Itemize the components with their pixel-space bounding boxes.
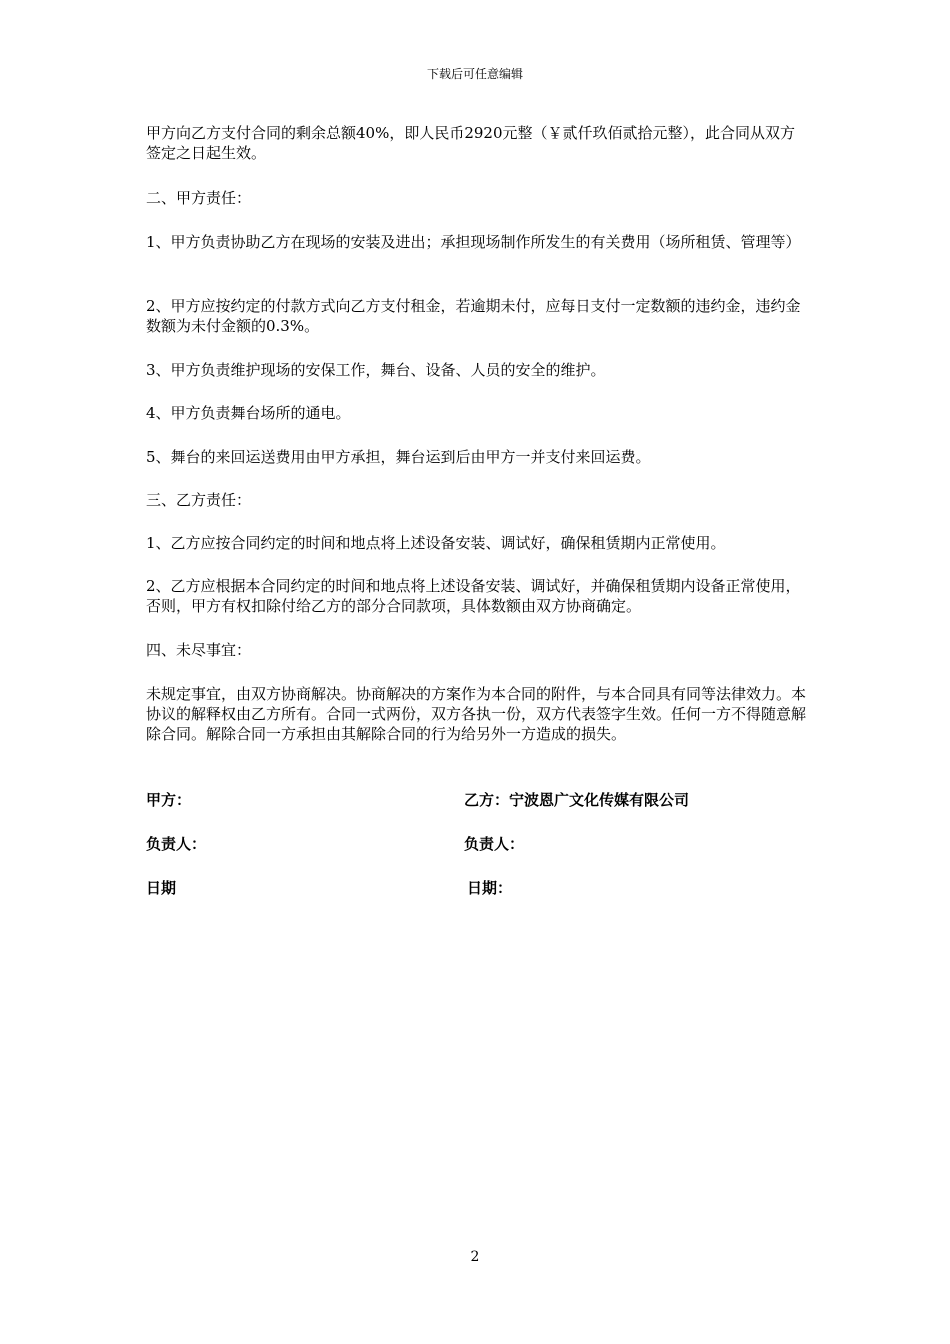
party-a-date-label: 日期 <box>146 879 177 897</box>
party-b-duty-2: 2、乙方应根据本合同约定的时间和地点将上述设备安装、调试好，并确保租赁期内设备正常使用，否则，甲方有权扣除付给乙方的部分合同款项，具体数额由双方协商确定。 <box>146 577 801 615</box>
party-a-person-label: 负责人： <box>146 835 207 853</box>
party-b-date-label: 日期： <box>467 879 513 897</box>
payment-clause-paragraph: 甲方向乙方支付合同的剩余总额40%，即人民币2920元整（￥贰仟玖佰贰拾元整），此合同从双方签定之日起生效。 <box>146 124 796 162</box>
party-a-duty-1: 1、甲方负责协助乙方在现场的安装及进出；承担现场制作所发生的有关费用（场所租赁、管理等） <box>146 233 801 251</box>
page-number: 2 <box>470 1249 480 1265</box>
party-b-duty-1: 1、乙方应按合同约定的时间和地点将上述设备安装、调试好，确保租赁期内正常使用。 <box>146 534 726 552</box>
party-b-label: 乙方：宁波恩广文化传媒有限公司 <box>464 791 690 809</box>
party-a-label: 甲方： <box>146 791 192 809</box>
party-a-duty-5: 5、舞台的来回运送费用由甲方承担，舞台运到后由甲方一并支付来回运费。 <box>146 448 651 466</box>
other-matters-paragraph: 未规定事宜，由双方协商解决。协商解决的方案作为本合同的附件，与本合同具有同等法律效力。本协议的解释权由乙方所有。合同一式两份，双方各执一份，双方代表签字生效。任何一方不得随意解除合同。解除合同一方承担由其解除合同的行为给另外一方造成的损失。 <box>146 685 807 743</box>
party-a-duty-3: 3、甲方负责维护现场的安保工作，舞台、设备、人员的安全的维护。 <box>146 361 606 379</box>
party-b-person-label: 负责人： <box>464 835 525 853</box>
section-heading-other-matters: 四、未尽事宜： <box>146 641 252 659</box>
party-a-duty-4: 4、甲方负责舞台场所的通电。 <box>146 404 351 422</box>
section-heading-party-a-duties: 二、甲方责任： <box>146 189 252 207</box>
page-header: 下载后可任意编辑 <box>426 67 523 81</box>
section-heading-party-b-duties: 三、乙方责任： <box>146 491 252 509</box>
party-a-duty-2: 2、甲方应按约定的付款方式向乙方支付租金，若逾期未付，应每日支付一定数额的违约金，违约金数额为未付金额的0.3%。 <box>146 297 801 335</box>
